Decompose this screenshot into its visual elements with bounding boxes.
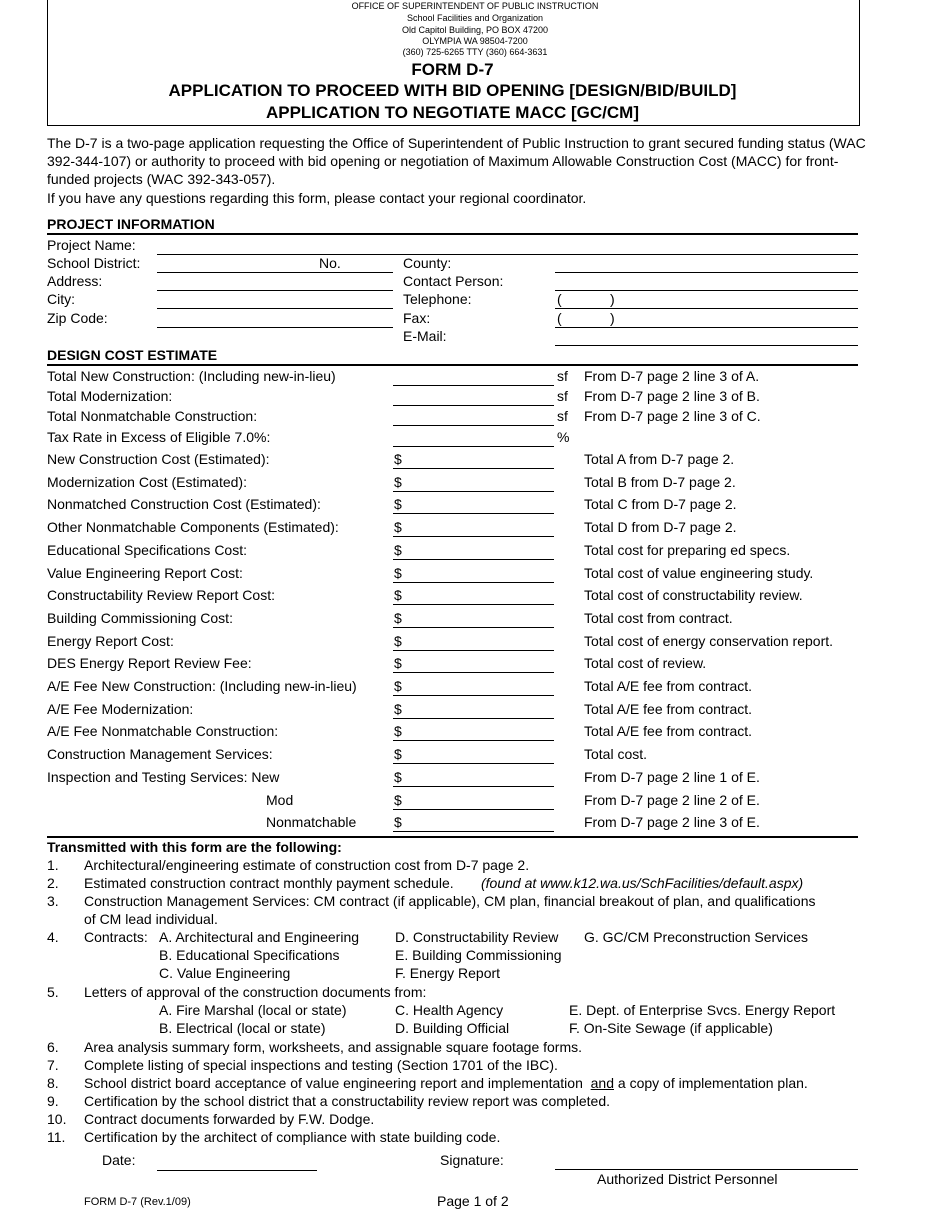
county-label: County: [403, 255, 452, 271]
cost-row-note: Total A from D-7 page 2. [584, 451, 735, 467]
authorized-personnel-label: Authorized District Personnel [597, 1171, 778, 1187]
form-subtitle-1: APPLICATION TO PROCEED WITH BID OPENING [DESIGN/BID/BUILD] [168, 81, 737, 100]
address-field[interactable] [157, 290, 393, 291]
cost-row-note: Total cost for preparing ed specs. [584, 542, 791, 558]
approval-c: C. Health Agency [395, 1002, 504, 1018]
approval-d: D. Building Official [395, 1020, 510, 1036]
currency-symbol: $ [394, 678, 402, 694]
signature-field[interactable] [555, 1169, 858, 1170]
area-row-note: From D-7 page 2 line 3 of B. [584, 388, 760, 404]
item-3-cont: of CM lead individual. [84, 911, 218, 927]
cost-row-label: Inspection and Testing Services: New [47, 769, 280, 785]
school-district-label: School District: [47, 255, 141, 271]
form-subtitle-2: APPLICATION TO NEGOTIATE MACC [GC/CM] [265, 103, 640, 122]
cost-row-label: Educational Specifications Cost: [47, 542, 247, 558]
item-9: Certification by the school district that a constructability review report was completed. [84, 1093, 611, 1109]
item-2: Estimated construction contract monthly payment schedule. [84, 875, 454, 891]
cost-row-note: Total cost of value engineering study. [584, 565, 814, 581]
cost-input-field[interactable] [393, 786, 554, 787]
cost-input-field[interactable] [393, 718, 554, 719]
section-rule [47, 233, 858, 235]
currency-symbol: $ [394, 451, 402, 467]
city-label: City: [47, 291, 75, 307]
cost-row-label: Nonmatchable [266, 814, 357, 830]
item-number: 6. [47, 1039, 59, 1055]
cost-row-note: Total B from D-7 page 2. [584, 474, 736, 490]
item-6: Area analysis summary form, worksheets, and assignable square footage forms. [84, 1039, 583, 1055]
cost-input-field[interactable] [393, 763, 554, 764]
item-8-text-end: a copy of implementation plan. [617, 1075, 808, 1091]
cost-row-note: Total D from D-7 page 2. [584, 519, 737, 535]
signature-label: Signature: [440, 1152, 504, 1168]
cost-row-label: Mod [266, 792, 294, 808]
cost-row-note: From D-7 page 2 line 3 of E. [584, 814, 760, 830]
cost-row-label: Constructability Review Report Cost: [47, 587, 275, 603]
area-row-label: Tax Rate in Excess of Eligible 7.0%: [47, 429, 271, 445]
cost-input-field[interactable] [393, 559, 554, 560]
intro-contact: If you have any questions regarding this form, please contact your regional coordinator. [47, 190, 587, 206]
cost-row-note: Total cost of constructability review. [584, 587, 803, 603]
cost-row-label: Energy Report Cost: [47, 633, 174, 649]
contact-person-label: Contact Person: [403, 273, 504, 289]
currency-symbol: $ [394, 565, 402, 581]
cost-input-field[interactable] [393, 582, 554, 583]
cost-input-field[interactable] [393, 468, 554, 469]
office-line: OLYMPIA WA 98504-7200 [422, 36, 528, 46]
cost-row-note: Total C from D-7 page 2. [584, 496, 737, 512]
telephone-paren-open: ( [557, 291, 562, 307]
fax-paren-close: ) [610, 310, 615, 326]
cost-row-label: A/E Fee Modernization: [47, 701, 194, 717]
section-rule [47, 836, 858, 838]
contract-b: B. Educational Specifications [159, 947, 340, 963]
currency-symbol: $ [394, 474, 402, 490]
item-7: Complete listing of special inspections and testing (Section 1701 of the IBC). [84, 1057, 558, 1073]
item-number: 5. [47, 984, 59, 1000]
currency-symbol: $ [394, 633, 402, 649]
cost-input-field[interactable] [393, 513, 554, 514]
item-number: 1. [47, 857, 59, 873]
item-number: 3. [47, 893, 59, 909]
item-8-and: and [590, 1075, 614, 1091]
cost-row-note: Total A/E fee from contract. [584, 678, 753, 694]
area-input-field[interactable] [393, 385, 554, 386]
cost-row-note: Total cost of energy conservation report. [584, 633, 834, 649]
area-unit: % [557, 429, 570, 445]
approval-e: E. Dept. of Enterprise Svcs. Energy Report [569, 1002, 836, 1018]
cost-row-label: DES Energy Report Review Fee: [47, 655, 252, 671]
currency-symbol: $ [394, 542, 402, 558]
email-field[interactable] [555, 345, 858, 346]
area-row-note: From D-7 page 2 line 3 of A. [584, 368, 760, 384]
design-cost-heading: DESIGN COST ESTIMATE [47, 347, 218, 363]
cost-row-note: Total cost of review. [584, 655, 707, 671]
approval-f: F. On-Site Sewage (if applicable) [569, 1020, 773, 1036]
address-label: Address: [47, 273, 103, 289]
area-row-label: Total Nonmatchable Construction: [47, 408, 258, 424]
office-line: OFFICE OF SUPERINTENDENT OF PUBLIC INSTRUCTION [351, 1, 599, 11]
cost-row-note: Total cost from contract. [584, 610, 733, 626]
section-rule [47, 364, 858, 366]
county-field[interactable] [555, 272, 858, 273]
date-label: Date: [102, 1152, 136, 1168]
project-name-field[interactable] [157, 254, 858, 255]
cost-input-field[interactable] [393, 672, 554, 673]
cost-input-field[interactable] [393, 695, 554, 696]
fax-paren-open: ( [557, 310, 562, 326]
cost-row-note: Total A/E fee from contract. [584, 723, 753, 739]
item-number: 9. [47, 1093, 59, 1109]
cost-row-note: From D-7 page 2 line 2 of E. [584, 792, 760, 808]
currency-symbol: $ [394, 496, 402, 512]
district-number-label: No. [319, 255, 341, 271]
approval-a: A. Fire Marshal (local or state) [159, 1002, 347, 1018]
telephone-paren-close: ) [610, 291, 615, 307]
zip-code-field[interactable] [157, 327, 393, 328]
area-input-field[interactable] [393, 425, 554, 426]
currency-symbol: $ [394, 792, 402, 808]
area-row-note: From D-7 page 2 line 3 of C. [584, 408, 761, 424]
cost-input-field[interactable] [393, 627, 554, 628]
cost-row-note: Total A/E fee from contract. [584, 701, 753, 717]
item-number: 7. [47, 1057, 59, 1073]
date-field[interactable] [157, 1170, 317, 1171]
cost-row-label: Value Engineering Report Cost: [47, 565, 243, 581]
currency-symbol: $ [394, 610, 402, 626]
currency-symbol: $ [394, 655, 402, 671]
item-10: Contract documents forwarded by F.W. Dodge. [84, 1111, 375, 1127]
city-field[interactable] [157, 308, 393, 309]
cost-row-label: Nonmatched Construction Cost (Estimated): [47, 496, 321, 512]
item-number: 8. [47, 1075, 59, 1091]
telephone-field[interactable] [555, 308, 858, 309]
item-1: Architectural/engineering estimate of construction cost from D-7 page 2. [84, 857, 530, 873]
item-11: Certification by the architect of compliance with state building code. [84, 1129, 501, 1145]
cost-row-note: Total cost. [584, 746, 648, 762]
cost-input-field[interactable] [393, 536, 554, 537]
item-8 [84, 1075, 808, 1091]
area-unit: sf [557, 408, 568, 424]
contract-d: D. Constructability Review [395, 929, 559, 945]
cost-row-label: Modernization Cost (Estimated): [47, 474, 247, 490]
cost-row-label: Other Nonmatchable Components (Estimated): [47, 519, 339, 535]
item-3: Construction Management Services: CM contract (if applicable), CM plan, financial breakout of plan, and qualifications [84, 893, 816, 909]
fax-field[interactable] [555, 327, 858, 328]
cost-row-label: A/E Fee Nonmatchable Construction: [47, 723, 279, 739]
telephone-label: Telephone: [403, 291, 472, 307]
currency-symbol: $ [394, 769, 402, 785]
contract-f: F. Energy Report [395, 965, 501, 981]
contract-c: C. Value Engineering [159, 965, 291, 981]
area-row-label: Total Modernization: [47, 388, 173, 404]
currency-symbol: $ [394, 746, 402, 762]
cost-input-field[interactable] [393, 831, 554, 832]
email-label: E-Mail: [403, 328, 447, 344]
cost-row-label: A/E Fee New Construction: (Including new-in-lieu) [47, 678, 357, 694]
contract-e: E. Building Commissioning [395, 947, 562, 963]
currency-symbol: $ [394, 701, 402, 717]
project-info-heading: PROJECT INFORMATION [47, 216, 215, 232]
area-input-field[interactable] [393, 405, 554, 406]
cost-input-field[interactable] [393, 491, 554, 492]
project-name-label: Project Name: [47, 237, 136, 253]
currency-symbol: $ [394, 814, 402, 830]
transmitted-heading: Transmitted with this form are the following: [47, 839, 342, 855]
item-number: 4. [47, 929, 59, 945]
cost-input-field[interactable] [393, 740, 554, 741]
contract-g: G. GC/CM Preconstruction Services [584, 929, 809, 945]
cost-input-field[interactable] [393, 650, 554, 651]
cost-row-note: From D-7 page 2 line 1 of E. [584, 769, 760, 785]
item-2-link: (found at www.k12.wa.us/SchFacilities/default.aspx) [481, 875, 804, 891]
form-title: FORM D-7 [411, 60, 494, 79]
area-unit: sf [557, 368, 568, 384]
area-unit: sf [557, 388, 568, 404]
contact-person-field[interactable] [555, 290, 858, 291]
office-line: (360) 725-6265 TTY (360) 664-3631 [402, 47, 548, 57]
cost-row-label: Building Commissioning Cost: [47, 610, 233, 626]
currency-symbol: $ [394, 519, 402, 535]
item-number: 2. [47, 875, 59, 891]
area-row-label: Total New Construction: (Including new-in-lieu) [47, 368, 336, 384]
cost-input-field[interactable] [393, 604, 554, 605]
office-line: Old Capitol Building, PO BOX 47200 [401, 25, 549, 35]
contract-a: A. Architectural and Engineering [159, 929, 360, 945]
item-5: Letters of approval of the construction documents from: [84, 984, 427, 1000]
cost-row-label: Construction Management Services: [47, 746, 273, 762]
item-8-text: School district board acceptance of value engineering report and implementation [84, 1075, 583, 1091]
currency-symbol: $ [394, 587, 402, 603]
intro-paragraph: The D-7 is a two-page application requesting the Office of Superintendent of Public Instruction to grant secured funding status (WAC 392-344-107) or authority to proceed with bid opening or negotiation of Maximum Allowable Construction Cost (MACC) for front-funded projects (WAC 392-343-057). [47, 135, 866, 187]
cost-input-field[interactable] [393, 809, 554, 810]
form-revision: FORM D-7 (Rev.1/09) [84, 1196, 191, 1208]
school-district-field[interactable] [157, 272, 393, 273]
cost-row-label: New Construction Cost (Estimated): [47, 451, 270, 467]
office-line: School Facilities and Organization [406, 13, 544, 23]
approval-b: B. Electrical (local or state) [159, 1020, 326, 1036]
item-number: 11. [47, 1129, 66, 1145]
currency-symbol: $ [394, 723, 402, 739]
zip-code-label: Zip Code: [47, 310, 108, 326]
page-number: Page 1 of 2 [437, 1193, 509, 1209]
item-number: 10. [47, 1111, 67, 1127]
fax-label: Fax: [403, 310, 431, 326]
contracts-label: Contracts: [84, 929, 148, 945]
area-input-field[interactable] [393, 446, 554, 447]
